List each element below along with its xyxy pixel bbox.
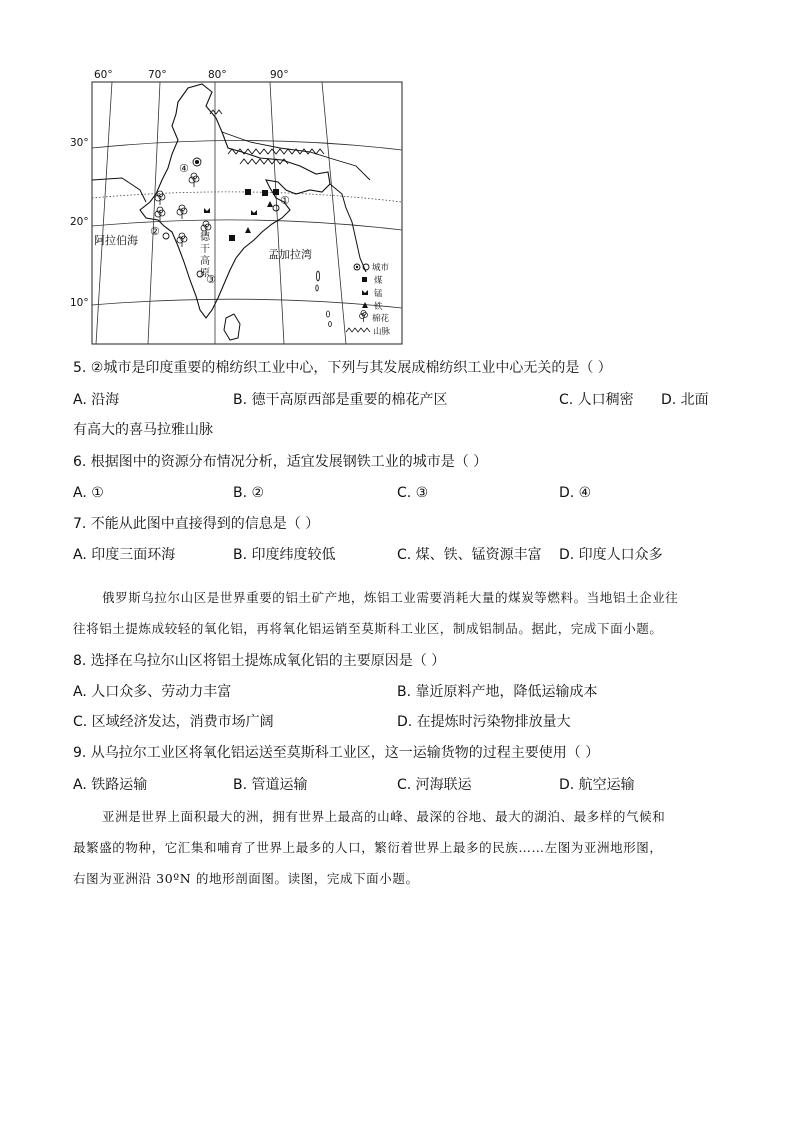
- q9-option-d[interactable]: D. 航空运输: [559, 777, 635, 793]
- q7-option-d[interactable]: D. 印度人口众多: [559, 547, 663, 563]
- lon-90-label: 90°: [270, 69, 289, 81]
- q7-option-b[interactable]: B. 印度纬度较低: [233, 547, 336, 563]
- asia-passage-line-2: 最繁盛的物种，它汇集和哺育了世界上最多的人口，繁衍着世界上最多的民族……左图为亚洲地形图，: [73, 840, 663, 855]
- q7-option-a[interactable]: A. 印度三面环海: [73, 547, 176, 563]
- q9-option-c[interactable]: C. 河海联运: [397, 777, 472, 793]
- sri-lanka: [224, 314, 240, 340]
- q6-option-c[interactable]: C. ③: [397, 485, 429, 501]
- question-9-stem: 9. 从乌拉尔工业区将氧化铝运送至莫斯科工业区，这一运输货物的过程主要使用（ ）: [73, 745, 600, 761]
- lat-20-label: 20°: [70, 216, 89, 228]
- svg-text:高: 高: [200, 256, 210, 267]
- himalaya-mountains: [210, 110, 324, 164]
- q6-option-d[interactable]: D. ④: [559, 485, 592, 501]
- bay-of-bengal-label: 孟加拉湾: [268, 248, 312, 261]
- west-coastline: [92, 178, 146, 202]
- q8-option-d[interactable]: D. 在提炼时污染物排放量大: [397, 714, 571, 730]
- q5-option-d-continuation: 有高大的喜马拉雅山脉: [73, 422, 213, 438]
- legend-coal: 煤: [374, 276, 383, 286]
- city-1-label: ①: [280, 194, 290, 207]
- q9-option-b[interactable]: B. 管道运输: [233, 777, 308, 793]
- question-7-stem: 7. 不能从此图中直接得到的信息是（ ）: [73, 516, 320, 532]
- q6-option-a[interactable]: A. ①: [73, 485, 104, 501]
- question-6-stem: 6. 根据图中的资源分布情况分析，适宜发展钢铁工业的城市是（ ）: [73, 454, 488, 470]
- asia-passage-line-3: 右图为亚洲沿 30ºN 的地形剖面图。读图，完成下面小题。: [73, 871, 419, 886]
- legend-mountain: 山脉: [373, 327, 391, 337]
- q6-option-b[interactable]: B. ②: [233, 485, 265, 501]
- q9-option-a[interactable]: A. 铁路运输: [73, 777, 148, 793]
- arabian-sea-label: 阿拉伯海: [94, 234, 138, 247]
- deccan-plateau-label: [200, 230, 211, 279]
- svg-text:原: 原: [200, 268, 210, 279]
- q8-option-c[interactable]: C. 区域经济发达，消费市场广阔: [73, 714, 274, 730]
- andaman-islands: [316, 271, 332, 327]
- ural-passage-line-1: 俄罗斯乌拉尔山区是世界重要的铝土矿产地，炼铝工业需要消耗大量的煤炭等燃料。当地铝土企业往: [102, 590, 679, 605]
- legend-manganese: 锰: [374, 289, 383, 299]
- legend-iron: 铁: [374, 302, 383, 312]
- himalaya-border: [222, 132, 370, 180]
- question-8-stem: 8. 选择在乌拉尔山区将铝土提炼成氧化铝的主要原因是（ ）: [73, 653, 446, 669]
- legend-cotton: 棉花: [372, 314, 390, 324]
- graticule: [92, 82, 402, 344]
- lon-70-label: 70°: [148, 69, 167, 81]
- city-2-label: ②: [150, 225, 160, 238]
- svg-text:干: 干: [200, 244, 210, 255]
- city-markers: [163, 158, 279, 277]
- q5-option-d[interactable]: D. 北面: [661, 392, 709, 408]
- manganese-deposits: [204, 208, 257, 215]
- question-5-stem: 5. ②城市是印度重要的棉纺织工业中心，下列与其发展成棉纺织工业中心无关的是（ ）: [73, 360, 612, 376]
- lat-30-label: 30°: [70, 137, 89, 149]
- india-resource-map: [60, 62, 410, 347]
- map-frame: [92, 82, 402, 344]
- india-outline: [140, 84, 330, 318]
- q8-option-b[interactable]: B. 靠近原料产地，降低运输成本: [397, 684, 598, 700]
- ural-passage-line-2: 往将铝土提炼成较轻的氧化铝，再将氧化铝运销至莫斯科工业区，制成铝制品。据此，完成下面小题。: [73, 621, 663, 636]
- iron-deposits: [245, 201, 273, 233]
- q7-option-c[interactable]: C. 煤、铁、锰资源丰富: [397, 547, 542, 563]
- q5-option-b[interactable]: B. 德干高原西部是重要的棉花产区: [233, 392, 448, 408]
- lon-80-label: 80°: [208, 69, 227, 81]
- lon-60-label: 60°: [94, 69, 113, 81]
- map-legend: [346, 262, 391, 337]
- svg-text:德: 德: [200, 232, 210, 243]
- legend-city: 城市: [372, 263, 390, 273]
- asia-passage-line-1: 亚洲是世界上面积最大的洲，拥有世界上最高的山峰、最深的谷地、最大的湖泊、最多样的气候和: [102, 809, 666, 824]
- q8-option-a[interactable]: A. 人口众多、劳动力丰富: [73, 684, 232, 700]
- city-4-label: ④: [179, 162, 189, 175]
- lat-10-label: 10°: [70, 297, 89, 309]
- q5-option-a[interactable]: A. 沿海: [73, 392, 120, 408]
- city-3-label: ③: [206, 273, 216, 286]
- q5-option-c[interactable]: C. 人口稠密: [559, 392, 634, 408]
